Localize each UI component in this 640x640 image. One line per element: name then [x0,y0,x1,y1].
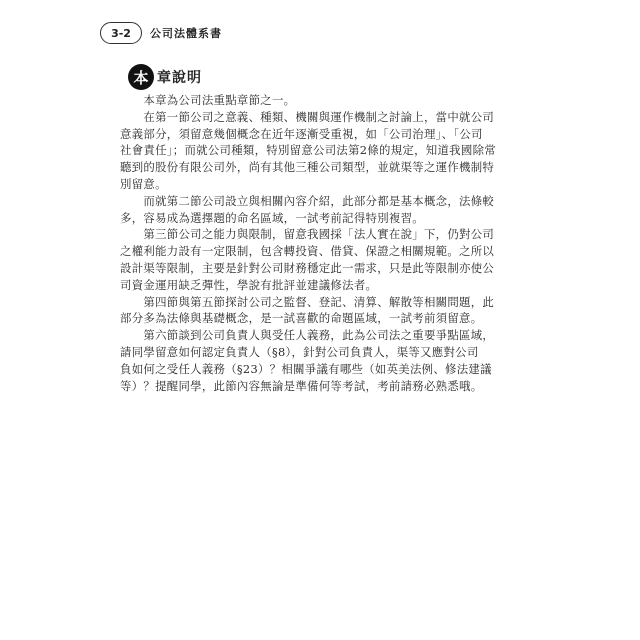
text-line: 社會責任」；而就公司種類，特別留意公司法第2條的規定，知道我國除常 [120,143,496,158]
chapter-description-body [120,92,502,394]
paragraph [120,109,502,193]
page-number-badge: 3-2 [100,22,142,44]
paragraph [120,193,502,227]
section-seal-badge: 本 [128,64,154,90]
text-line: 本章為公司法重點章節之一。 [120,93,296,107]
text-line: 意義部分，須留意幾個概念在近年逐漸受重視，如「公司治理」、「公司 [120,126,483,141]
paragraph [120,226,502,293]
text-line: 司資金運用缺乏彈性，學說有批評並建議修法者。 [120,277,378,292]
text-line: 第三節公司之能力與限制，留意我國採「法人實在說」下，仍對公司 [120,227,495,242]
running-header [100,20,222,46]
text-line: 部分多為法條與基礎概念，是一試喜歡的命題區域，一試考前須留意。 [120,311,483,326]
paragraph [120,327,502,394]
text-line: 等）？提醒同學，此節內容無論是準備何等考試，考前請務必熟悉哦。 [120,378,483,393]
text-line: 別留意。 [120,176,167,191]
paragraph [120,294,502,328]
text-line: 負如何之受任人義務（§23）？相關爭議有哪些（如英美法例、修法建議 [120,361,492,376]
text-line: 第六節談到公司負責人與受任人義務，此為公司法之重要爭點區域， [120,328,495,343]
text-line: 之權利能力設有一定限制，包含轉投資、借貸、保證之相關規範。之所以 [120,244,495,259]
text-line: 而就第二節公司設立與相關內容介紹，此部分都是基本概念，法條較 [120,193,495,208]
text-line: 設計渠等限制，主要是針對公司財務穩定此一需求，只是此等限制亦使公 [120,260,495,275]
text-line: 在第一節公司之意義、種類、機關與運作機制之討論上，當中就公司 [120,109,495,124]
book-title: 公司法體系書 [150,27,222,40]
text-line: 請同學留意如何認定負責人（§8），針對公司負責人，渠等又應對公司 [120,344,479,359]
section-title: 章說明 [157,70,202,86]
text-line: 聽到的股份有限公司外，尚有其他三種公司類型，並就渠等之運作機制特 [120,160,495,175]
section-heading [128,64,202,90]
paragraph [120,92,502,109]
text-line: 第四節與第五節探討公司之監督、登記、清算、解散等相關問題，此 [120,294,495,309]
text-line: 多，容易成為選擇題的命名區域，一試考前記得特別複習。 [120,210,424,225]
